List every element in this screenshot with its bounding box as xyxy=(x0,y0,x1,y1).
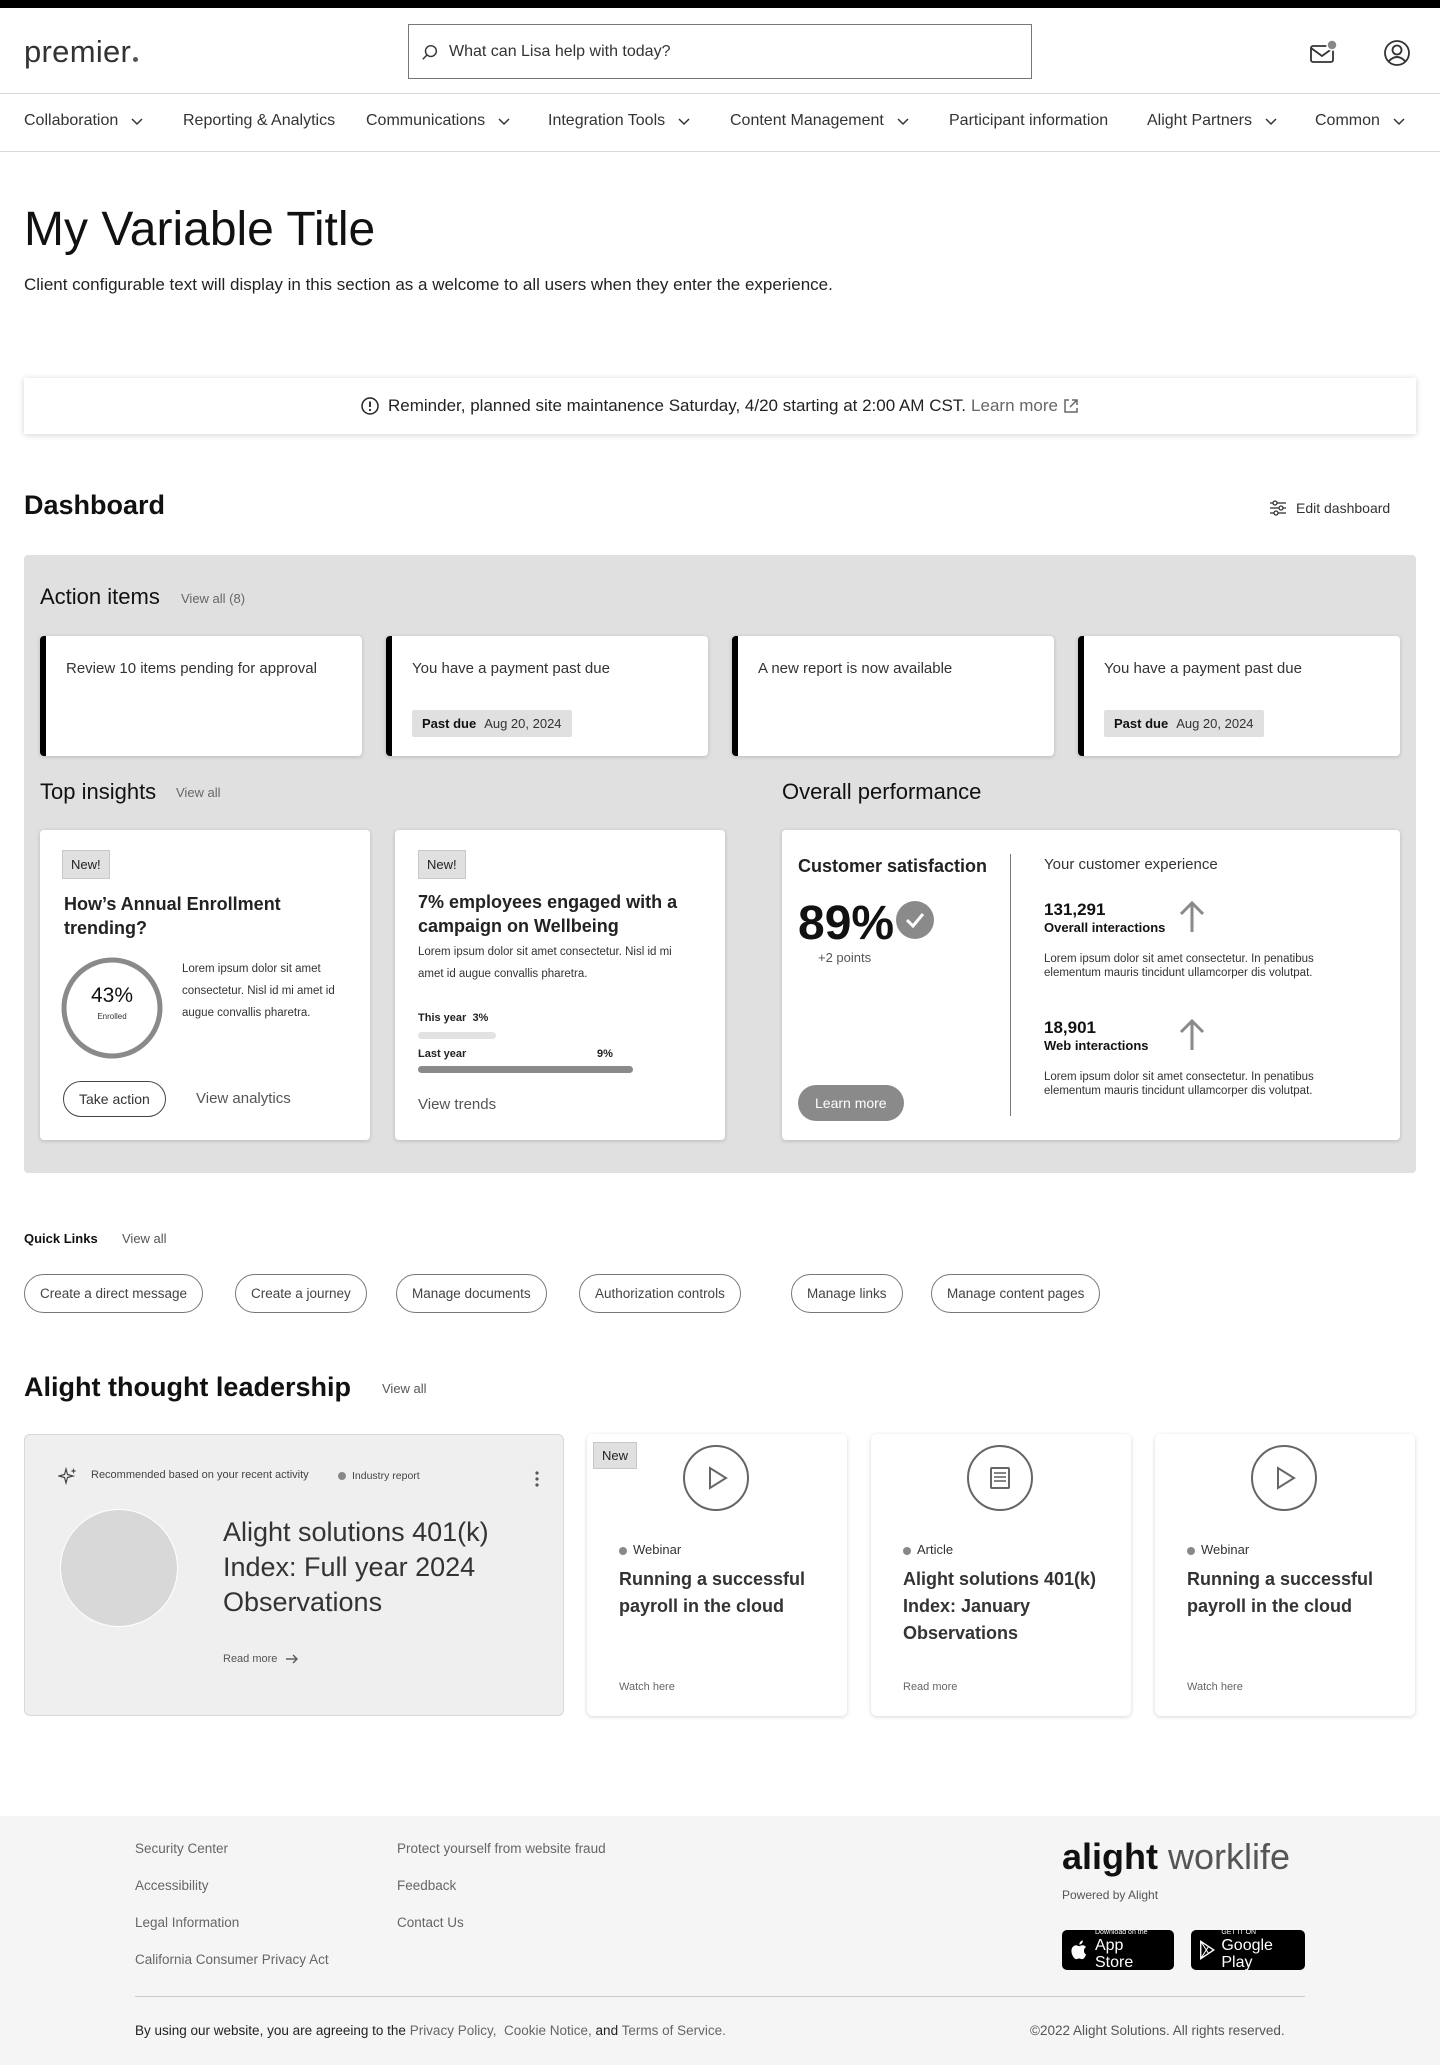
nav-label: Collaboration xyxy=(24,112,119,129)
footer-link[interactable]: Protect yourself from website fraud xyxy=(397,1841,606,1856)
sliders-icon xyxy=(1268,498,1288,518)
nav-item-communications[interactable] xyxy=(366,112,511,130)
content-title: Running a successful payroll in the cloud xyxy=(619,1569,806,1616)
featured-report-title: Alight solutions 401(k) Index: Full year 2024 Observations xyxy=(223,1517,489,1617)
sparkle-icon xyxy=(58,1467,78,1487)
reminder-text: Reminder, planned site maintanence Saturday, 4/20 starting at 2:00 AM CST. xyxy=(388,396,967,415)
read-more-link[interactable]: Read more xyxy=(903,1681,958,1693)
check-circle-icon xyxy=(895,900,935,940)
view-analytics-link[interactable]: View analytics xyxy=(196,1090,291,1107)
experience-title: Your customer experience xyxy=(1044,856,1218,873)
action-item-card[interactable] xyxy=(1078,636,1400,756)
insight-body: Lorem ipsum dolor sit amet consectetur. Nisl id mi amet id augue convallis pharetra. xyxy=(418,946,672,980)
search-bar[interactable] xyxy=(408,24,1032,79)
top-insights-view-all[interactable]: View all xyxy=(176,785,221,800)
quick-link-pill[interactable]: Manage content pages xyxy=(931,1274,1100,1313)
edit-dashboard-button[interactable] xyxy=(1268,498,1390,518)
content-title: Running a successful payroll in the cloud xyxy=(1187,1569,1374,1616)
alight-worklife-logo xyxy=(1062,1836,1290,1878)
search-icon xyxy=(421,43,439,61)
insight-card-wellbeing xyxy=(395,830,725,1140)
chevron-down-icon xyxy=(497,114,511,128)
cookie-notice-link[interactable]: Cookie Notice, xyxy=(503,2023,592,2038)
google-small: GET IT ON xyxy=(1221,1929,1257,1936)
footer-link[interactable]: Feedback xyxy=(397,1878,457,1893)
edit-dashboard-label: Edit dashboard xyxy=(1296,500,1391,516)
this-year-text: This year xyxy=(418,1012,467,1024)
badge-date: Aug 20, 2024 xyxy=(484,716,562,731)
nav-label: Common xyxy=(1315,112,1380,129)
this-year-value: 3% xyxy=(472,1012,489,1024)
this-year-bar xyxy=(418,1032,496,1039)
quick-links-view-all[interactable]: View all xyxy=(122,1231,167,1246)
app-store-small: Download on the xyxy=(1094,1929,1148,1936)
app-store-button[interactable] xyxy=(1062,1930,1174,1970)
play-icon[interactable] xyxy=(1250,1444,1318,1512)
nav-item-reporting-analytics[interactable] xyxy=(183,112,335,130)
quick-link-pill[interactable]: Authorization controls xyxy=(579,1274,741,1313)
type-dot xyxy=(619,1547,627,1555)
nav-item-participant-information[interactable] xyxy=(949,112,1108,130)
content-card-webinar[interactable] xyxy=(587,1434,847,1716)
learn-more-button[interactable]: Learn more xyxy=(798,1085,904,1121)
action-item-text: Review 10 items pending for approval xyxy=(66,660,317,677)
info-icon xyxy=(360,396,380,416)
logo-text: premier xyxy=(24,34,132,69)
mail-notification-icon[interactable] xyxy=(1308,38,1338,68)
arrow-right-icon xyxy=(285,1653,299,1665)
header xyxy=(0,8,1440,94)
recommended-text: Recommended based on your recent activity xyxy=(91,1469,309,1481)
action-items-title: Action items xyxy=(40,584,160,609)
new-tag: New! xyxy=(62,850,110,879)
nav-label: Integration Tools xyxy=(548,112,666,129)
footer-link[interactable]: Accessibility xyxy=(135,1878,209,1893)
google-play-icon xyxy=(1199,1939,1216,1961)
dashboard-title: Dashboard xyxy=(24,490,166,520)
article-icon[interactable] xyxy=(966,1444,1034,1512)
satisfaction-title: Customer satisfaction xyxy=(798,856,988,876)
quick-link-pill[interactable]: Create a journey xyxy=(235,1274,367,1313)
insight-heading: How’s Annual Enrollment trending? xyxy=(64,894,281,938)
type-dot xyxy=(1187,1547,1195,1555)
badge-label: Past due xyxy=(1114,716,1169,731)
nav-item-common[interactable] xyxy=(1315,112,1406,130)
footer-link[interactable]: California Consumer Privacy Act xyxy=(135,1952,329,1967)
reminder-learn-more-link[interactable]: Learn more xyxy=(971,396,1058,415)
stat-value: 131,291 xyxy=(1044,900,1106,919)
action-item-card[interactable] xyxy=(386,636,708,756)
page-subtitle: Client configurable text will display in this section as a welcome to all users when they enter the experience. xyxy=(24,275,833,294)
apple-icon xyxy=(1070,1939,1090,1961)
nav-item-collaboration[interactable] xyxy=(24,112,144,130)
more-options-icon[interactable] xyxy=(534,1469,540,1489)
stat-description: Lorem ipsum dolor sit amet consectetur. In penatibus elementum mauris tincidunt ullamcorper dis volutpat. xyxy=(1044,1071,1314,1097)
nav-item-alight-partners[interactable] xyxy=(1147,112,1278,130)
powered-by: Powered by Alight xyxy=(1062,1888,1159,1902)
google-play-button[interactable] xyxy=(1191,1930,1305,1970)
chevron-down-icon xyxy=(1392,114,1406,128)
content-card-webinar[interactable] xyxy=(1155,1434,1415,1716)
terms-of-service-link[interactable]: Terms of Service. xyxy=(621,2023,726,2038)
nav-label: Alight Partners xyxy=(1147,112,1252,129)
search-input[interactable] xyxy=(449,43,1009,61)
thought-leadership-view-all[interactable]: View all xyxy=(382,1381,427,1396)
take-action-button[interactable]: Take action xyxy=(63,1081,166,1117)
user-account-icon[interactable] xyxy=(1382,38,1412,68)
view-trends-link[interactable]: View trends xyxy=(418,1096,497,1113)
quick-link-pill[interactable]: Manage links xyxy=(791,1274,903,1313)
footer xyxy=(0,1816,1440,2065)
quick-links-title: Quick Links xyxy=(24,1231,98,1246)
insight-card-enrollment xyxy=(40,830,370,1140)
google-big: Google Play xyxy=(1221,1937,1273,1971)
logo-dot xyxy=(133,57,138,62)
nav-label: Participant information xyxy=(949,112,1109,129)
brand-alight: alight xyxy=(1062,1836,1158,1877)
new-tag: New xyxy=(593,1442,637,1469)
privacy-policy-link[interactable]: Privacy Policy, xyxy=(409,2023,497,2038)
footer-link[interactable]: Contact Us xyxy=(397,1915,464,1930)
app-store-big: App Store xyxy=(1094,1937,1134,1971)
arrow-up-icon xyxy=(1177,900,1207,934)
action-items-view-all[interactable]: View all (8) xyxy=(181,591,246,606)
logo[interactable] xyxy=(24,34,138,70)
stat-description: Lorem ipsum dolor sit amet consectetur. In penatibus elementum mauris tincidunt ullamcorper dis volutpat. xyxy=(1044,953,1314,979)
nav-item-integration-tools[interactable] xyxy=(548,112,691,130)
legal-prefix: By using our website, you are agreeing to the xyxy=(135,2023,406,2038)
type-label: Webinar xyxy=(633,1542,682,1557)
satisfaction-delta: +2 points xyxy=(818,950,872,965)
app-store-text xyxy=(1095,1929,1166,1971)
stat-value: 18,901 xyxy=(1044,1018,1096,1037)
this-year-label xyxy=(418,1012,488,1024)
top-insights-title: Top insights xyxy=(40,779,157,804)
arrow-up-icon xyxy=(1177,1018,1207,1052)
satisfaction-value: 89% xyxy=(798,897,895,950)
past-due-badge xyxy=(1104,710,1264,737)
last-year-bar xyxy=(418,1066,633,1073)
chevron-down-icon xyxy=(896,114,910,128)
action-item-text: A new report is now available xyxy=(758,660,953,677)
quick-link-pill[interactable]: Manage documents xyxy=(396,1274,547,1313)
content-type xyxy=(1187,1542,1249,1557)
divider xyxy=(1010,854,1011,1116)
badge-label: Past due xyxy=(422,716,477,731)
enrollment-label: Enrolled xyxy=(97,1012,127,1021)
external-link-icon[interactable] xyxy=(1062,397,1080,415)
content-card-article[interactable] xyxy=(871,1434,1131,1716)
stat-label: Overall interactions xyxy=(1044,920,1166,935)
chevron-down-icon xyxy=(1264,114,1278,128)
watch-here-link[interactable]: Watch here xyxy=(619,1681,675,1693)
thought-leadership-title: Alight thought leadership xyxy=(24,1372,351,1402)
enrollment-progress-ring xyxy=(60,956,164,1060)
nav-label: Communications xyxy=(366,112,486,129)
performance-card xyxy=(782,830,1400,1140)
stat-label: Web interactions xyxy=(1044,1038,1149,1053)
quick-link-pill[interactable]: Create a direct message xyxy=(24,1274,203,1313)
play-icon[interactable] xyxy=(682,1444,750,1512)
type-dot xyxy=(903,1547,911,1555)
badge-date: Aug 20, 2024 xyxy=(1176,716,1254,731)
brand-worklife: worklife xyxy=(1168,1836,1291,1877)
read-more-label: Read more xyxy=(223,1653,278,1665)
content-type xyxy=(619,1542,681,1557)
past-due-badge xyxy=(412,710,572,737)
action-item-text: You have a payment past due xyxy=(1104,660,1302,677)
action-item-card[interactable] xyxy=(40,636,362,756)
footer-divider xyxy=(135,1996,1305,1997)
insight-heading: 7% employees engaged with a campaign on Wellbeing xyxy=(418,892,678,936)
nav-label: Reporting & Analytics xyxy=(183,112,336,129)
type-label: Webinar xyxy=(1201,1542,1250,1557)
content-type xyxy=(903,1542,953,1557)
insight-body: Lorem ipsum dolor sit amet consectetur. Nisl id mi amet id augue convallis pharetra. xyxy=(182,963,335,1019)
action-item-card[interactable] xyxy=(732,636,1054,756)
maintenance-reminder-banner xyxy=(24,378,1416,434)
last-year-value: 9% xyxy=(597,1048,613,1060)
tag-dot xyxy=(338,1472,346,1480)
type-label: Article xyxy=(917,1542,954,1557)
read-more-link[interactable] xyxy=(223,1653,299,1665)
footer-link[interactable]: Security Center xyxy=(135,1841,229,1856)
nav-item-content-management[interactable] xyxy=(730,112,910,130)
tag-label: Industry report xyxy=(352,1470,420,1482)
content-title: Alight solutions 401(k) Index: January Observations xyxy=(903,1569,1097,1643)
new-tag: New! xyxy=(418,850,466,879)
chevron-down-icon xyxy=(677,114,691,128)
top-accent-bar xyxy=(0,0,1440,8)
chevron-down-icon xyxy=(130,114,144,128)
report-thumbnail xyxy=(60,1509,178,1627)
last-year-label: Last year xyxy=(418,1048,467,1060)
watch-here-link[interactable]: Watch here xyxy=(1187,1681,1243,1693)
overall-performance-title: Overall performance xyxy=(782,779,982,804)
enrollment-percent: 43% xyxy=(90,984,134,1007)
copyright: ©2022 Alight Solutions. All rights reserved. xyxy=(1030,2023,1285,2038)
action-item-text: You have a payment past due xyxy=(412,660,610,677)
featured-report-card[interactable] xyxy=(24,1434,564,1716)
legal-notice xyxy=(135,2023,726,2038)
page-title: My Variable Title xyxy=(24,203,376,256)
main-nav xyxy=(0,95,1440,152)
legal-and: and xyxy=(595,2023,619,2038)
footer-link[interactable]: Legal Information xyxy=(135,1915,240,1930)
industry-report-tag xyxy=(338,1470,420,1482)
nav-label: Content Management xyxy=(730,112,884,129)
google-play-text xyxy=(1221,1929,1297,1971)
